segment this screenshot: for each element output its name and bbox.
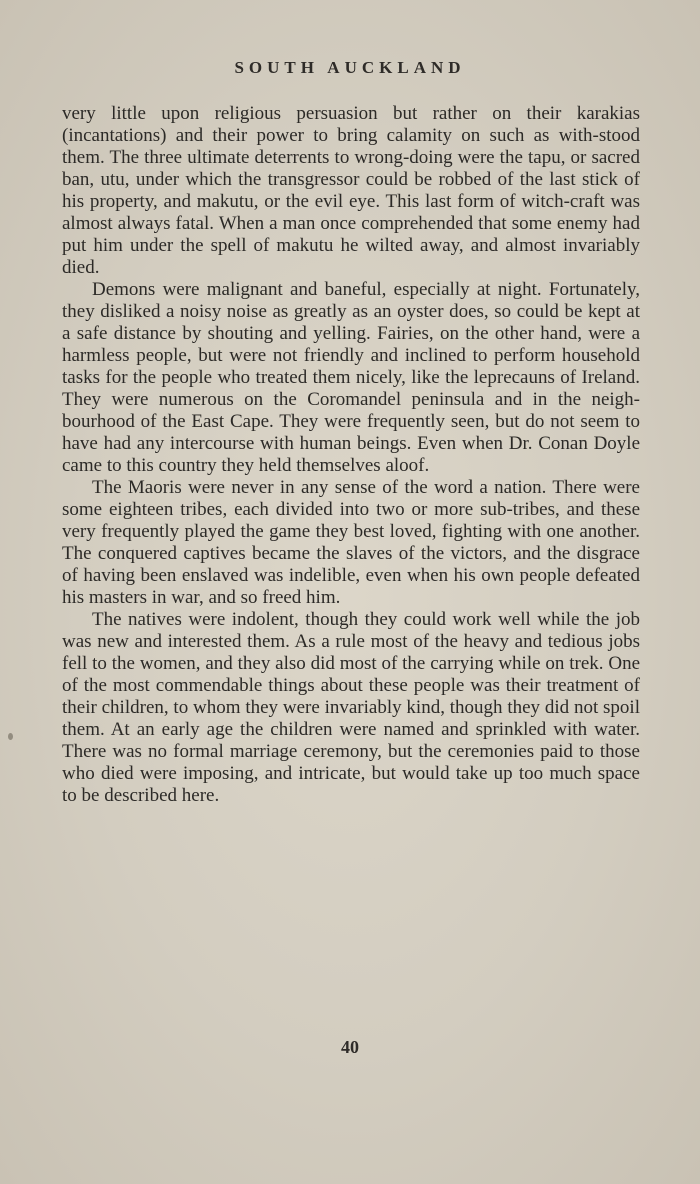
body-text — [62, 103, 640, 807]
page-number: 40 — [341, 1037, 359, 1057]
paragraph-1: very little upon religious persuasion but rather on their karakias (incantations) and their power to bring calamity on such as with-stood them. The three ultimate deterrents to wrong-doing were the tapu, or sacred ban, utu, under which the transgressor could be robbed of the last stick of his property, and makutu, or the evil eye. This last form of witch-craft was almost always fatal. When a man once comprehended that some enemy had put him under the spell of makutu he wilted away, and almost invariably died. — [62, 103, 640, 278]
running-head: SOUTH AUCKLAND — [234, 58, 466, 77]
paper-speck — [8, 733, 13, 740]
paragraph-4: The natives were indolent, though they could work well while the job was new and interested them. As a rule most of the heavy and tedious jobs fell to the women, and they also did most of the carrying while on trek. One of the most commendable things about these people was their treatment of their children, to whom they were invariably kind, though they did not spoil them. At an early age the children were named and sprinkled with water. There was no formal marriage ceremony, but the ceremonies paid to those who died were imposing, and intricate, but would take up too much space to be described here. — [62, 609, 640, 806]
paragraph-2: Demons were malignant and baneful, especially at night. Fortunately, they disliked a noisy noise as greatly as an oyster does, so could be kept at a safe distance by shouting and yelling. Fairies, on the other hand, were a harmless people, but were not friendly and inclined to perform household tasks for the people who treated them nicely, like the leprecauns of Ireland. They were numerous on the Coromandel peninsula and in the neigh-bourhood of the East Cape. They were frequently seen, but do not seem to have had any intercourse with human beings. Even when Dr. Conan Doyle came to this country they held themselves aloof. — [62, 279, 640, 476]
paragraph-3: The Maoris were never in any sense of the word a nation. There were some eighteen tribes, each divided into two or more sub-tribes, and these very frequently played the game they best loved, fighting with one another. The conquered captives became the slaves of the victors, and the disgrace of having been enslaved was indelible, even when his own people defeated his masters in war, and so freed him. — [62, 477, 640, 608]
